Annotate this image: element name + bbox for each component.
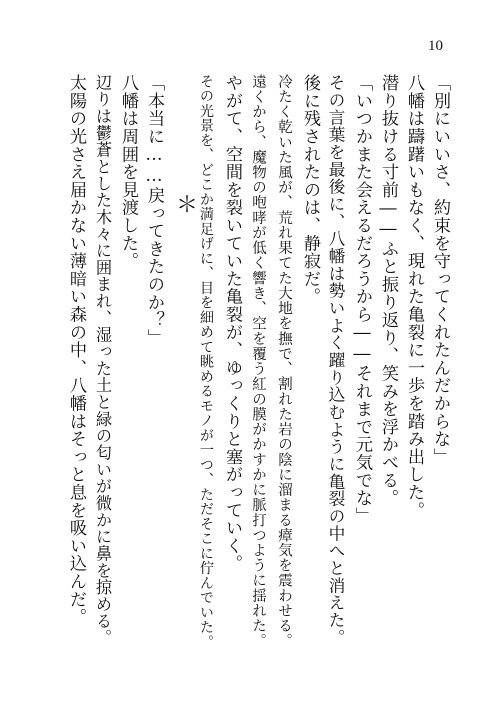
text-line: 後に残されたのは、静寂だ。	[300, 74, 320, 306]
text-line: 太陽の光さえ届かない薄暗い森の中、八幡はそっと息を吸い込んだ。	[66, 74, 86, 626]
text-line: 遠くから、魔物の咆哮が低く響き、空を覆う紅の膜がかすかに脈打つように揺れた。	[250, 74, 266, 649]
text-line: 八幡は周囲を見渡した。	[118, 74, 138, 270]
text-line: やがて、空間を裂いていた亀裂が、ゆっくりと塞がっていく。	[222, 74, 242, 573]
text-line: 「いつかまた会えるだろうから――それまで元気でな」	[352, 74, 372, 525]
text-line: 八幡は躊躇いもなく、現れた亀裂に一歩を踏み出した。	[404, 74, 424, 519]
text-line: 辺りは鬱蒼とした木々に囲まれ、湿った土と緑の匂いが微かに鼻を掠める。	[93, 74, 112, 647]
scene-break-asterisk: ＊	[176, 193, 199, 218]
text-line: 「本当に……戻ってきたのか？」	[144, 74, 164, 347]
text-line: その光景を、どこか満足げに、目を細めて眺めるモノが一つ、ただそこに佇んでいた。	[198, 74, 214, 650]
text-line: 冷たく乾いた風が、荒れ果てた大地を撫で、割れた岩の陰に溜まる瘴気を震わせる。	[276, 74, 292, 649]
text-line: 潜り抜ける寸前――ふと振り返り、笑みを浮かべる。	[378, 74, 398, 507]
text-line: その言葉を最後に、八幡は勢いよく躍り込むように亀裂の中へと消えた。	[326, 74, 346, 646]
text-line: 「別にいいさ、約束を守ってくれたんだからな」	[430, 74, 450, 466]
page-number: 10	[428, 38, 443, 54]
